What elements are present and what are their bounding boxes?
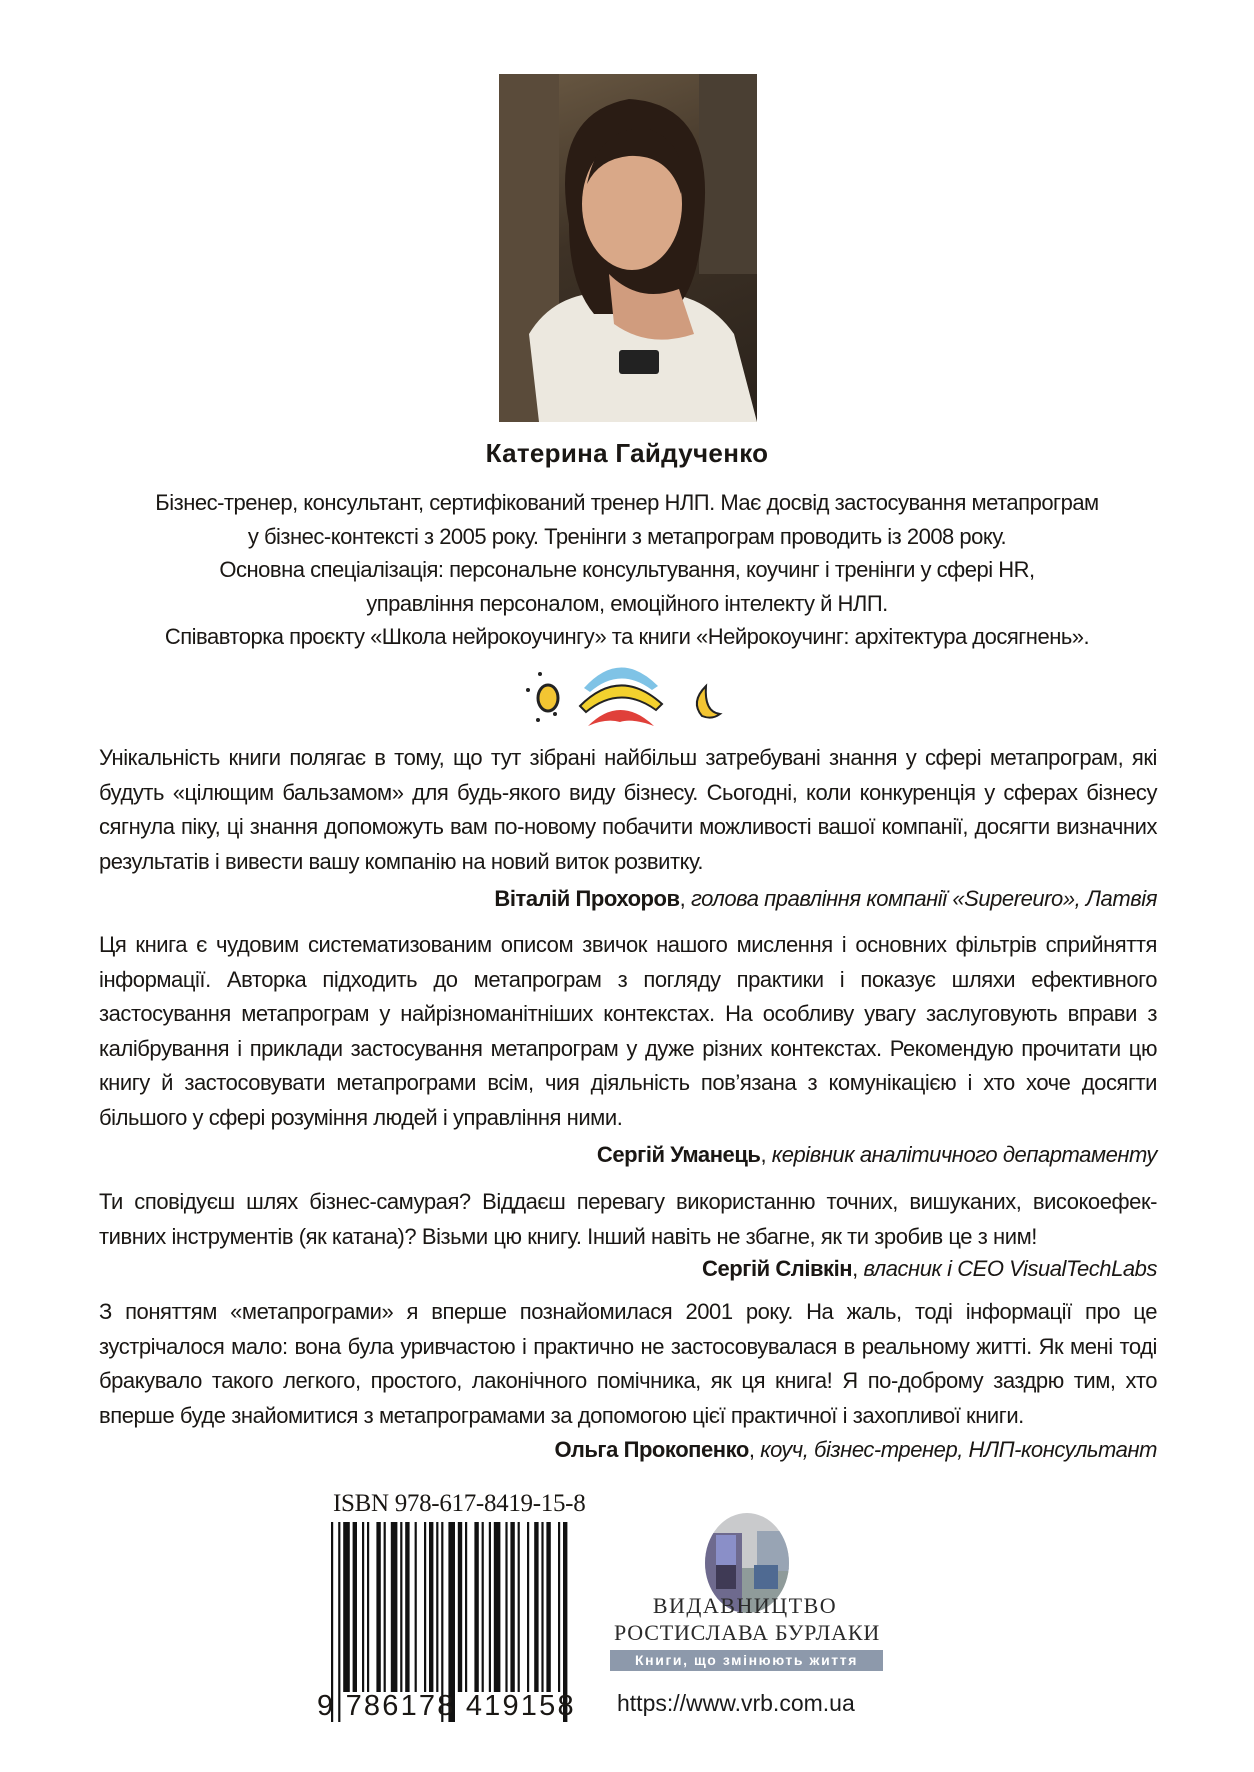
sun-rainbow-moon-ornament-icon: [522, 656, 734, 736]
publisher-name-line1: ВИДАВНИЦТВО: [652, 1593, 838, 1618]
barcode-bar: [415, 1522, 417, 1692]
bio-line: у бізнес-контексті з 2005 року. Тренінги з метапрограм проводить із 2008 року.: [247, 523, 1007, 549]
publisher-url-link[interactable]: https://www.vrb.com.ua: [617, 1690, 855, 1716]
review-line: застосування метапрограм у найрізноманітніших контекстах. На особливу увагу заслуговують вправи з: [99, 1001, 1157, 1026]
review-line: З поняттям «метапрограми» я вперше познайомилася 2001 року. На жаль, тоді інформації про це: [99, 1299, 1157, 1324]
review-line: Ця книга є чудовим систематизованим описом звичок нашого мислення і основних фільтрів сприйняття: [99, 932, 1157, 957]
barcode-bar: [510, 1522, 514, 1692]
barcode-bar: [400, 1522, 402, 1692]
reviewer-name: Сергій Уманець: [596, 1142, 761, 1167]
reviewer-role: власник і CEO VisualTechLabs: [863, 1256, 1157, 1281]
barcode-bar: [362, 1522, 364, 1692]
author-bio: [80, 486, 1174, 654]
review-line: зустрічалося мало: вона була уривчастою і практично не застосовувалася в реальному житті. Як мені тоді: [99, 1333, 1157, 1359]
publisher-slogan: Книги, що змінюють життя: [610, 1650, 883, 1671]
barcode-bar: [534, 1522, 538, 1692]
barcode-bar: [558, 1522, 560, 1692]
review-line: будуть «цілющим бальзамом» для будь-якого виду бізнесу. Сьогодні, коли конкуренція у сферах бізнесу: [99, 779, 1157, 805]
reviewer-role: коуч, бізнес-тренер, НЛП-консультант: [760, 1437, 1157, 1462]
bio-line: Основна спеціалізація: персональне консультування, коучинг і тренінги у сфері HR,: [219, 557, 1035, 582]
author-portrait-image: [499, 74, 757, 422]
barcode-bar: [391, 1522, 398, 1692]
barcode-bar: [376, 1522, 380, 1692]
barcode-bar: [458, 1522, 462, 1692]
bio-line: управління персоналом, емоційного інтелекту й НЛП.: [366, 590, 888, 616]
reviewer-name: Ольга Прокопенко: [554, 1437, 749, 1462]
bio-line: Бізнес-тренер, консультант, сертифікований тренер НЛП. Має досвід застосування метапрограм: [155, 490, 1099, 515]
review-text: [99, 1295, 1157, 1433]
barcode-bar: [436, 1522, 438, 1692]
review-attribution: Сергій Слівкін, власник і CEO VisualTechLabs: [702, 1256, 1157, 1281]
review-line: інформації. Авторка підходить до метапрограм з погляду практики і показує шляхи ефективного: [99, 966, 1157, 992]
barcode-bar: [367, 1522, 369, 1692]
author-photo: [499, 74, 757, 422]
barcode-bar: [505, 1522, 507, 1692]
barcode-bar: [424, 1522, 426, 1692]
reviewer-role: голова правління компанії «Supereuro», Латвія: [690, 886, 1157, 911]
barcode-bar: [546, 1522, 550, 1692]
review-line: тивних інструментів (як катана)? Візьми цю книгу. Інший навіть не збагне, як ти зробив це з ним!: [99, 1223, 1037, 1249]
reviewer-role: керівник аналітичного департаменту: [771, 1142, 1157, 1167]
review-line: вперше буде знайомитися з метапрограмами за допомогою цієї практичної і захопливої книги.: [99, 1402, 1024, 1428]
publisher-name-line2: РОСТИСЛАВА БУРЛАКИ: [613, 1620, 881, 1645]
review-text: [99, 928, 1157, 1135]
author-name: Катерина Гайдученко: [485, 438, 769, 468]
review-attribution: Віталій Прохоров, голова правління компанії «Supereuro», Латвія: [494, 886, 1157, 911]
bio-line: Співавторка проєкту «Школа нейрокоучингу» та книги «Нейрокоучинг: архітектура досягнень».: [164, 624, 1090, 649]
review-line: сягнула піку, ці знання допоможуть вам по-новому побачити можливості вашої компанії, досягти визначних: [99, 814, 1157, 839]
barcode-bar: [353, 1522, 357, 1692]
barcode-bar: [494, 1522, 501, 1692]
barcode-bar: [429, 1522, 433, 1692]
isbn-label: ISBN 978-617-8419-15-8: [333, 1490, 586, 1517]
barcode-bar: [405, 1522, 409, 1692]
review-text: [99, 1185, 1157, 1254]
review-attribution: Сергій Уманець, керівник аналітичного департаменту: [596, 1142, 1157, 1167]
barcode-bar: [518, 1522, 520, 1692]
review-line: результатів і вивести вашу компанію на новий виток розвитку.: [99, 848, 704, 874]
review-attribution: Ольга Прокопенко, коуч, бізнес-тренер, НЛП-консультант: [554, 1437, 1157, 1462]
barcode-bar: [541, 1522, 543, 1692]
review-text: [99, 741, 1157, 879]
barcode-bar: [465, 1522, 467, 1692]
barcode-bar: [527, 1522, 529, 1692]
review-line: більшого у сфері розуміння людей і управління ними.: [99, 1104, 623, 1130]
barcode-bar: [474, 1522, 478, 1692]
review-line: бракувало такого легкого, простого, лаконічного помічника, як ця книга! Я по-доброму заздрю тим, хто: [99, 1368, 1157, 1393]
barcode-bar: [384, 1522, 386, 1692]
reviewer-name: Віталій Прохоров: [494, 886, 680, 911]
barcode-bar: [489, 1522, 491, 1692]
barcode-bar: [482, 1522, 484, 1692]
review-line: книгу й застосовувати метапрограми всім, чия діяльність пов’язана з комунікацією і хто хоче досягти: [99, 1070, 1157, 1095]
barcode-bar: [343, 1522, 350, 1692]
barcode-digits: 9 786178 419158: [317, 1690, 576, 1722]
reviewer-name: Сергій Слівкін: [702, 1256, 853, 1281]
review-line: Ти сповідуєш шлях бізнес-самурая? Віддаєш перевагу використанню точних, вишуканих, високоефек-: [99, 1189, 1157, 1214]
review-line: калібрування і приклади застосування метапрограм у дуже різних контекстах. Рекомендую прочитати цю: [99, 1035, 1157, 1061]
review-line: Унікальність книги полягає в тому, що тут зібрані найбільш затребувані знання у сфері метапрограм, які: [99, 745, 1157, 770]
